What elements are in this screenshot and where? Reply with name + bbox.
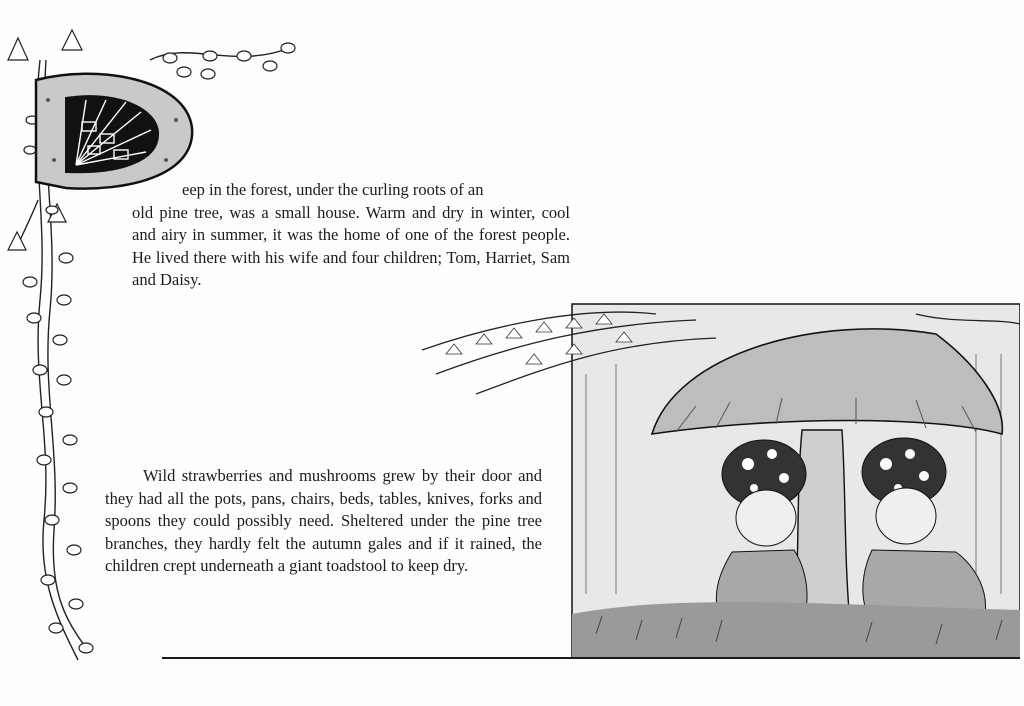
paragraph-2: Wild strawberries and mushrooms grew by their door and they had all the pots, pans, chairs, beds, tables, knives, forks and spoons they could possibly need. Sheltered under the pine tree branches, they hardly felt the autumn gales and if it rained, the children crept underneath a giant toadstool to keep dry. (105, 466, 542, 575)
paragraph-1-body: old pine tree, was a small house. Warm and dry in winter, cool and airy in summer, it was the home of one of the forest people. He lived there with his wife and four children; Tom, Harriet, Sam and Daisy. (132, 202, 570, 289)
toadstool-illustration (416, 294, 1020, 658)
drop-cap-letter: D (144, 188, 145, 189)
illuminated-drop-cap (26, 60, 206, 195)
paragraph-1-first-line: eep in the forest, under the curling roots of an (182, 180, 484, 199)
paragraph-1 (132, 179, 570, 292)
horizontal-rule (162, 657, 1020, 659)
